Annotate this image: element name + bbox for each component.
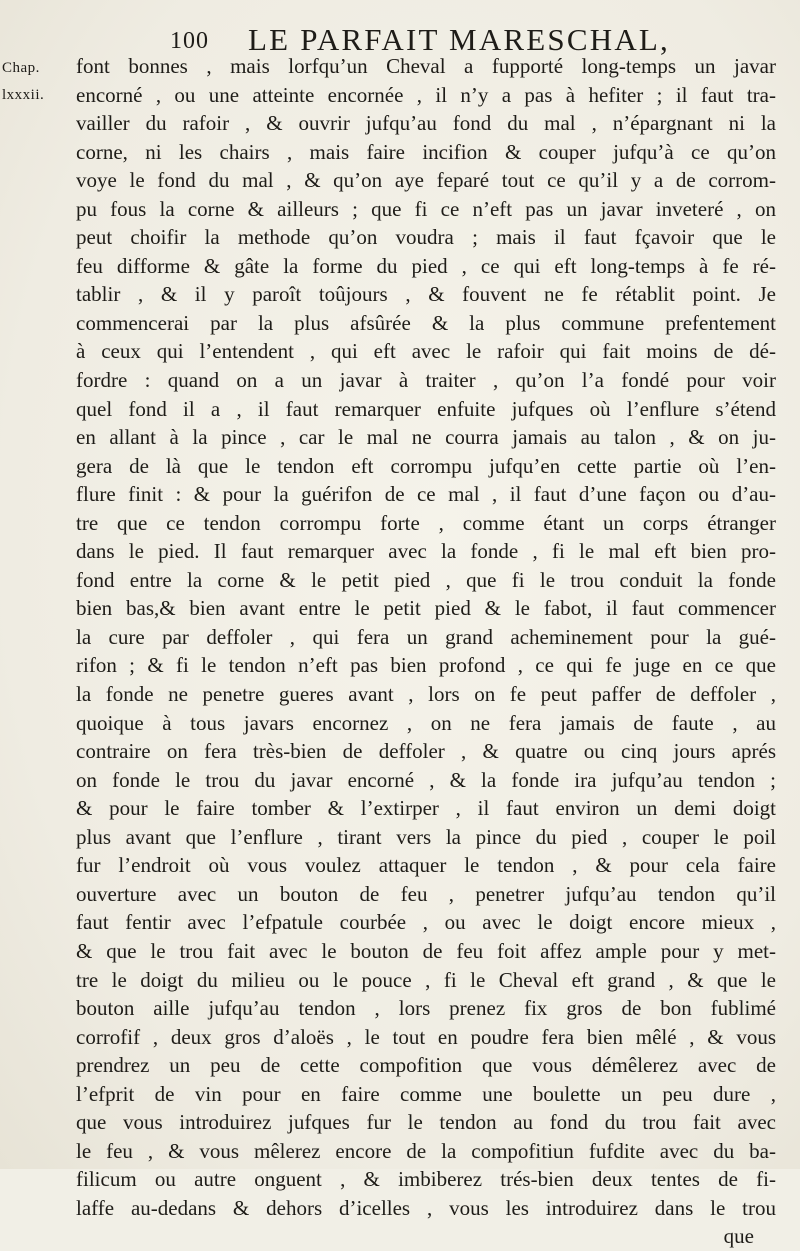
text-line: quel fond il a , il faut remarquer enfuite jufques où l’enflure s’étend (76, 396, 776, 421)
text-line: vailler du rafoir , & ouvrir jufqu’au fond du mal , n’épargnant ni la (76, 111, 776, 136)
chapter-margin-note (2, 55, 72, 109)
text-line: dans le pied. Il faut remarquer avec la fonde , fi le mal eft bien pro- (76, 539, 776, 564)
text-line: peut choifir la methode qu’on voudra ; mais il faut fçavoir que le (76, 225, 776, 250)
catchword: que (723, 1224, 754, 1249)
text-line: plus avant que l’enflure , tirant vers la pince du pied , couper le poil (76, 824, 776, 849)
text-line: que vous introduirez jufques fur le tendon au fond du trou fait avec (76, 1110, 776, 1135)
text-line: fordre : quand on a un javar à traiter , qu’on l’a fondé pour voir (76, 368, 776, 393)
text-line: à ceux qui l’entendent , qui eft avec le rafoir qui fait moins de dé- (76, 339, 776, 364)
text-line: corrofif , deux gros d’aloës , le tout en poudre fera bien mêlé , & vous (76, 1024, 776, 1049)
text-line: laffe au-dedans & dehors d’icelles , vous les introduirez dans le trou (76, 1195, 776, 1220)
text-line: la fonde ne penetre gueres avant , lors on fe peut paffer de deffoler , (76, 682, 776, 707)
text-line: bien bas,& bien avant entre le petit pied & le fabot, il faut commencer (76, 596, 776, 621)
body-text (76, 52, 776, 1251)
text-line: le feu , & vous mêlerez encore de la compofitiun fufdite avec du ba- (76, 1138, 776, 1163)
text-line: gera de là que le tendon eft corrompu jufqu’en cette partie où l’en- (76, 453, 776, 478)
text-line: filicum ou autre onguent , & imbiberez trés-bien deux tentes de fi- (76, 1167, 776, 1192)
text-line: prendrez un peu de cette compofition que vous démêlerez avec de (76, 1053, 776, 1078)
text-line: fur l’endroit où vous voulez attaquer le tendon , & pour cela faire (76, 853, 776, 878)
text-line: flure finit : & pour la guérifon de ce mal , il faut d’une façon ou d’au- (76, 482, 776, 507)
text-line: tablir , & il y paroît toûjours , & fouvent ne fe rétablit point. Je (76, 282, 776, 307)
text-line: ouverture avec un bouton de feu , penetrer jufqu’au tendon qu’il (76, 881, 776, 906)
chapter-label: Chap. (2, 60, 40, 76)
text-line: contraire on fera très-bien de deffoler , & quatre ou cinq jours aprés (76, 739, 776, 764)
running-title: LE PARFAIT MARESCHAL, (248, 22, 670, 57)
text-line: tre que ce tendon corrompu forte , comme étant un corps étranger (76, 510, 776, 535)
text-line: on fonde le trou du javar encorné , & la fonde ira jufqu’au tendon ; (76, 767, 776, 792)
text-line: & que le trou fait avec le bouton de feu foit affez ample pour y met- (76, 938, 776, 963)
page-number: 100 (170, 28, 209, 54)
text-line: voye le fond du mal , & qu’on aye feparé tout ce qu’il y a de corrom- (76, 168, 776, 193)
text-line: corne, ni les chairs , mais faire incifion & couper jufqu’à ce qu’on (76, 139, 776, 164)
text-line: en allant à la pince , car le mal ne courra jamais au talon , & on ju- (76, 425, 776, 450)
text-line: l’efprit de vin pour en faire comme une boulette un peu dure , (76, 1081, 776, 1106)
text-line: commencerai par la plus afsûrée & la plus commune prefentement (76, 310, 776, 335)
text-line: & pour le faire tomber & l’extirper , il faut environ un demi doigt (76, 796, 776, 821)
text-line: encorné , ou une atteinte encornée , il n’y a pas à hefiter ; il faut tra- (76, 82, 776, 107)
text-line: rifon ; & fi le tendon n’eft pas bien profond , ce qui fe juge en ce que (76, 653, 776, 678)
text-line: pu fous la corne & ailleurs ; que fi ce n’eft pas un javar inveteré , on (76, 196, 776, 221)
text-line: tre le doigt du milieu ou le pouce , fi le Cheval eft grand , & que le (76, 967, 776, 992)
text-line: font bonnes , mais lorfqu’un Cheval a fupporté long-temps un javar (76, 54, 776, 78)
text-line: feu difforme & gâte la forme du pied , ce qui eft long-temps à fe ré- (76, 253, 776, 278)
text-line: la cure par deffoler , qui fera un grand acheminement pour la gué- (76, 624, 776, 649)
chapter-number: lxxxii. (2, 87, 45, 103)
text-line: quoique à tous javars encornez , on ne fera jamais de faute , au (76, 710, 776, 735)
text-line: faut fentir avec l’efpatule courbée , ou avec le doigt encore mieux , (76, 910, 776, 935)
text-line: bouton aille jufqu’au tendon , lors prenez fix gros de bon fublimé (76, 996, 776, 1021)
text-line: fond entre la corne & le petit pied , que fi le trou conduit la fonde (76, 567, 776, 592)
